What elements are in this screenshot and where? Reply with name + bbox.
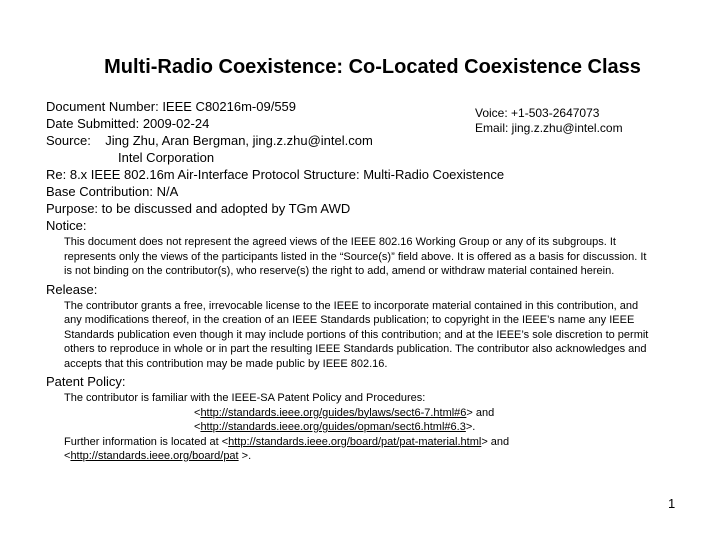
release-text [64, 299, 704, 372]
patent-intro: The contributor is familiar with the IEEE-SA Patent Policy and Procedures: [64, 392, 426, 404]
purpose-line: Purpose: to be discussed and adopted by TGm AWD [46, 201, 351, 216]
pat-material-link[interactable]: http://standards.ieee.org/board/pat/pat-material.html [228, 435, 482, 448]
opman-link[interactable]: http://standards.ieee.org/guides/opman/sect6.html#6.3 [200, 421, 466, 433]
link-suffix: >. [238, 450, 252, 462]
further-prefix: Further information is located at < [64, 435, 229, 448]
release-line: accepts that this contribution may be made public by IEEE 802.16. [64, 357, 388, 370]
patent-link-line-2: <http://standards.ieee.org/guides/opman/sect6.html#6.3>. [194, 421, 476, 433]
base-contribution: Base Contribution: N/A [46, 184, 179, 199]
release-line: any modifications thereof, in the creation of an IEEE Standards publication; to copyright in the IEEE’s name any IEEE [64, 314, 635, 326]
patent-further-line [64, 435, 704, 450]
patent-link-line-1: <http://standards.ieee.org/guides/bylaws/sect6-7.html#6> and [194, 406, 495, 419]
source-org: Intel Corporation [118, 150, 215, 165]
patent-last-line: <http://standards.ieee.org/board/pat >. [64, 450, 252, 462]
notice-line: represents only the views of the participants listed in the “Source(s)” field above. It is offered as a basis for discussion. It [64, 250, 647, 263]
link-suffix: > and [481, 435, 510, 448]
release-label: Release: [46, 281, 98, 297]
release-line: Standards publication even though it may include portions of this contribution; and at the IEEE’s sole discretion to permit [64, 328, 649, 341]
board-pat-link[interactable]: http://standards.ieee.org/board/pat [70, 450, 239, 462]
bylaws-link[interactable]: http://standards.ieee.org/guides/bylaws/sect6-7.html#6 [200, 406, 467, 419]
patent-label: Patent Policy: [46, 374, 126, 389]
link-suffix: > and [466, 406, 495, 419]
notice-line: This document does not represent the agreed views of the IEEE 802.16 Working Group or any of its subgroups. It [64, 236, 616, 248]
voice-line: Voice: +1-503-2647073 [475, 106, 600, 120]
document-body [46, 98, 704, 466]
page-title: Multi-Radio Coexistence: Co-Located Coexistence Class [104, 56, 641, 78]
re-line: Re: 8.x IEEE 802.16m Air-Interface Protocol Structure: Multi-Radio Coexistence [46, 167, 505, 182]
email-line: Email: jing.z.zhu@intel.com [475, 121, 623, 135]
notice-line: is not binding on the contributor(s), who reserve(s) the right to add, amend or withdraw material contained herein. [64, 265, 615, 277]
notice-label: Notice: [46, 218, 87, 233]
source-line: Source: Jing Zhu, Aran Bergman, jing.z.zhu@intel.com [46, 133, 373, 148]
page-number: 1 [668, 496, 676, 511]
date-submitted: Date Submitted: 2009-02-24 [46, 116, 210, 131]
release-line: The contributor grants a free, irrevocable license to the IEEE to incorporate material contained in this contribution, and [64, 299, 639, 312]
link-suffix: >. [465, 421, 476, 433]
release-line: others to reproduce in whole or in part the resulting IEEE Standards publication. The contributor also acknowledges and [64, 343, 647, 355]
notice-text [64, 235, 704, 279]
doc-number: Document Number: IEEE C80216m-09/559 [46, 99, 297, 114]
patent-text [64, 391, 704, 464]
